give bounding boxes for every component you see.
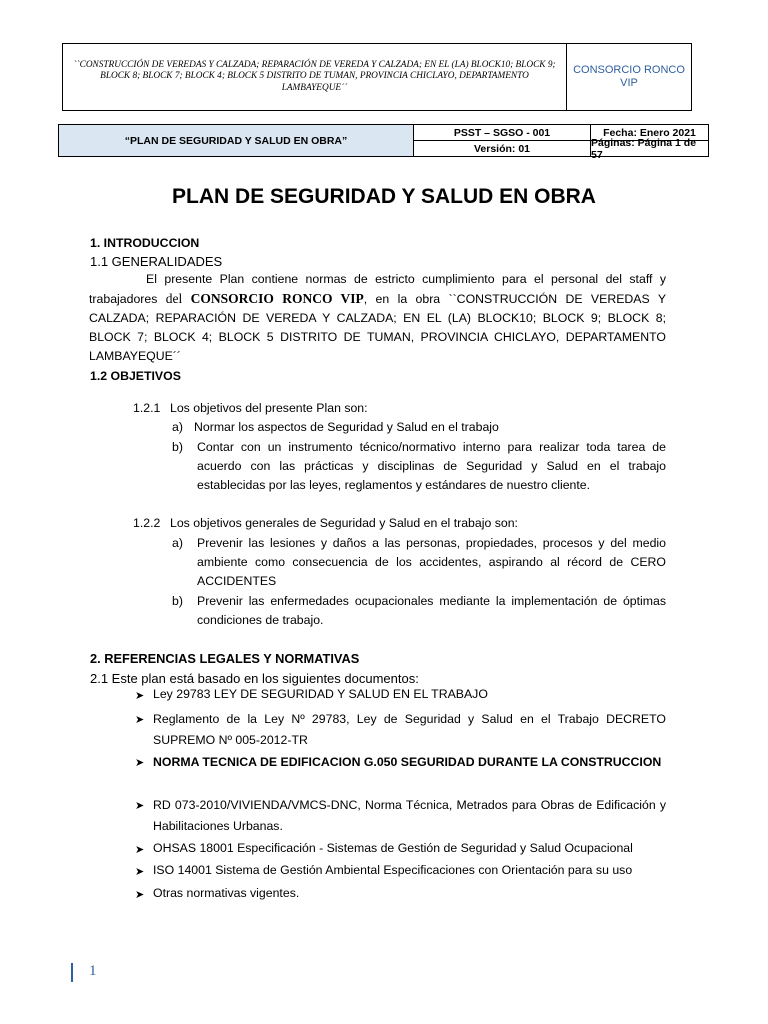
reference-item: Otras normativas vigentes. [153, 886, 300, 900]
intro-paragraph [89, 270, 666, 366]
reference-item: ISO 14001 Sistema de Gestión Ambiental Especificaciones con Orientación para su uso [153, 863, 633, 877]
objective-1-item-a-text: Normar los aspectos de Seguridad y Salud en el trabajo [194, 420, 499, 434]
section-1-2-heading: 1.2 OBJETIVOS [90, 369, 181, 383]
objective-2-text: Los objetivos generales de Seguridad y Salud en el trabajo son: [170, 516, 518, 530]
reference-item: OHSAS 18001 Especificación - Sistemas de Gestión de Seguridad y Salud Ocupacional [153, 841, 633, 855]
document-code-table [58, 124, 709, 161]
company-name: CONSORCIO RONCO VIP [573, 64, 685, 89]
objective-1-item-a-label: a) [172, 420, 183, 434]
footer-accent-bar [71, 963, 73, 982]
arrow-bullet-icon: ➤ [135, 866, 145, 878]
project-title: ``CONSTRUCCIÓN DE VEREDAS Y CALZADA; REPARACIÓN DE VEREDA Y CALZADA; EN EL (LA) BLOCK10; BLOCK 9; BLOCK 8; BLOCK 7; BLOCK 4; BLOCK 5 DISTRITO DE TUMAN, PROVINCIA CHICLAYO, DEPARTAMENTO LAMBAYEQUE´´ [63, 44, 567, 110]
section-2-heading: 2. REFERENCIAS LEGALES Y NORMATIVAS [90, 651, 360, 666]
document-date: Fecha: Enero 2021 [591, 125, 708, 141]
objective-1-number: 1.2.1 [133, 401, 161, 415]
page-title: PLAN DE SEGURIDAD Y SALUD EN OBRA [172, 185, 596, 208]
document-pages: Páginas: Página 1 de 57 [591, 136, 697, 161]
reference-item: RD 073-2010/VIVIENDA/VMCS-DNC, Norma Técnica, Metrados para Obras de Edificación y Habilitaciones Urbanas. [153, 798, 666, 833]
objective-2-item-a-text: Prevenir las lesiones y daños a las personas, propiedades, procesos y del medio ambiente como consecuencia de los accidentes, aspirando al récord de CERO ACCIDENTES [197, 536, 666, 588]
objective-1-item-b-label: b) [172, 440, 183, 454]
objective-2-item-b-label: b) [172, 594, 183, 608]
section-1-1-heading: 1.1 GENERALIDADES [90, 254, 223, 269]
section-1-heading: 1. INTRODUCCION [90, 236, 200, 250]
arrow-bullet-icon: ➤ [135, 690, 145, 702]
arrow-bullet-icon: ➤ [135, 800, 145, 812]
intro-company: CONSORCIO RONCO VIP [190, 291, 364, 306]
page-number: 1 [89, 963, 97, 979]
reference-item: Reglamento de la Ley Nº 29783, Ley de Seguridad y Salud en el Trabajo DECRETO SUPREMO Nº 005-2012-TR [153, 712, 666, 747]
arrow-bullet-icon: ➤ [135, 757, 145, 769]
document-header [62, 43, 692, 111]
objective-1-item-b-text: Contar con un instrumento técnico/normativo interno para realizar toda tarea de acuerdo con las prácticas y disciplinas de Seguridad y Salud en el trabajo establecidas por las leyes, reglamentos y estándares de nuestro cliente. [197, 440, 666, 492]
arrow-bullet-icon: ➤ [135, 889, 145, 901]
reference-item: Ley 29783 LEY DE SEGURIDAD Y SALUD EN EL TRABAJO [153, 687, 488, 701]
intro-del: del [165, 291, 183, 306]
arrow-bullet-icon: ➤ [135, 714, 145, 726]
document-version: Versión: 01 [414, 141, 591, 156]
code-table-title: “PLAN DE SEGURIDAD Y SALUD EN OBRA” [59, 125, 414, 156]
objective-1-text: Los objetivos del presente Plan son: [170, 401, 368, 415]
objective-2-item-b-text: Prevenir las enfermedades ocupacionales mediante la implementación de óptimas condiciones de trabajo. [197, 594, 666, 627]
intro-text-2: , en la obra ``CONSTRUCCIÓN DE VEREDAS Y CALZADA; REPARACIÓN DE VEREDA Y CALZADA; EN EL (LA) BLOCK10; BLOCK 9; BLOCK 8; BLOCK 7; BLOCK 4; BLOCK 5 DISTRITO DE TUMAN, PROVINCIA CHICLAYO, DEPARTAMENTO LAMBAYEQUE´´ [89, 292, 667, 363]
section-2-intro: 2.1 Este plan está basado en los siguientes documentos: [90, 671, 419, 686]
arrow-bullet-icon: ➤ [135, 844, 145, 856]
reference-item: NORMA TECNICA DE EDIFICACION G.050 SEGURIDAD DURANTE LA CONSTRUCCION [153, 755, 662, 769]
document-code: PSST – SGSO - 001 [414, 125, 591, 141]
objective-2-item-a-label: a) [172, 536, 183, 550]
intro-text-1: El presente Plan contiene normas de estricto cumplimiento para el personal del staff y trabajadores [89, 272, 666, 306]
objective-2-number: 1.2.2 [133, 516, 161, 530]
